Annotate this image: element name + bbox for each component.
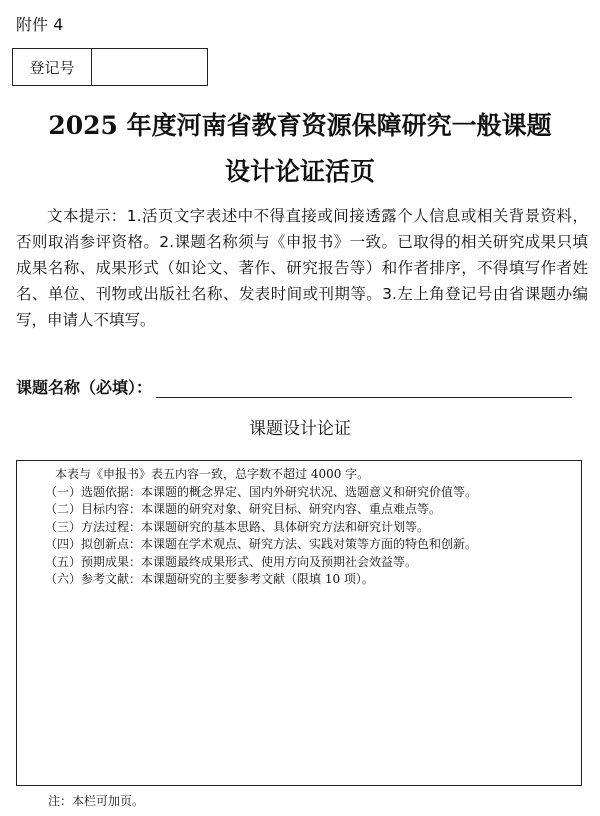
section-title: 课题设计论证: [249, 419, 351, 439]
notice-text: 文本提示：1.活页文字表述中不得直接或间接透露个人信息或相关背景资料，否则取消参评资格。2.课题名称须与《申报书》一致。已取得的相关研究成果只填成果名称、成果形式（如论文、著作、研究报告等）和作者排序，不得填写作者姓名、单位、刊物或出版社名称、发表时间或刊期等。3.左上角登记号由省课题办编写，申请人不填写。: [16, 207, 588, 329]
list-item: （一）选题依据：本课题的概念界定、国内外研究状况、选题意义和研究价值等。: [45, 485, 478, 499]
topic-name-field[interactable]: [156, 379, 572, 398]
list-item: （六）参考文献：本课题研究的主要参考文献（限填 10 项）。: [45, 572, 374, 587]
form-intro: 本表与《申报书》表五内容一致，总字数不超过 4000 字。: [55, 467, 370, 481]
page-subtitle: 设计论证活页: [224, 157, 375, 186]
topic-name-row: [16, 374, 572, 398]
list-item: （二）目标内容：本课题的研究对象、研究目标、研究内容、重点难点等。: [45, 502, 442, 517]
page-title: 2025 年度河南省教育资源保障研究一般课题: [48, 111, 552, 140]
requirement-list: [45, 484, 477, 588]
registration-box: [12, 48, 208, 86]
registration-label: 登记号: [13, 49, 92, 85]
list-item: （五）预期成果：本课题最终成果形式、使用方向及预期社会效益等。: [45, 554, 418, 569]
topic-name-label: 课题名称（必填）：: [16, 378, 153, 397]
attachment-label: 附件 4: [16, 15, 64, 34]
registration-number-field[interactable]: [92, 49, 207, 85]
design-argument-box[interactable]: [16, 460, 582, 786]
list-item: （三）方法过程：本课题研究的基本思路、具体研究方法和研究计划等。: [45, 519, 430, 534]
footnote: 注：本栏可加页。: [48, 794, 145, 808]
list-item: （四）拟创新点：本课题在学术观点、研究方法、实践对策等方面的特色和创新。: [45, 537, 478, 552]
